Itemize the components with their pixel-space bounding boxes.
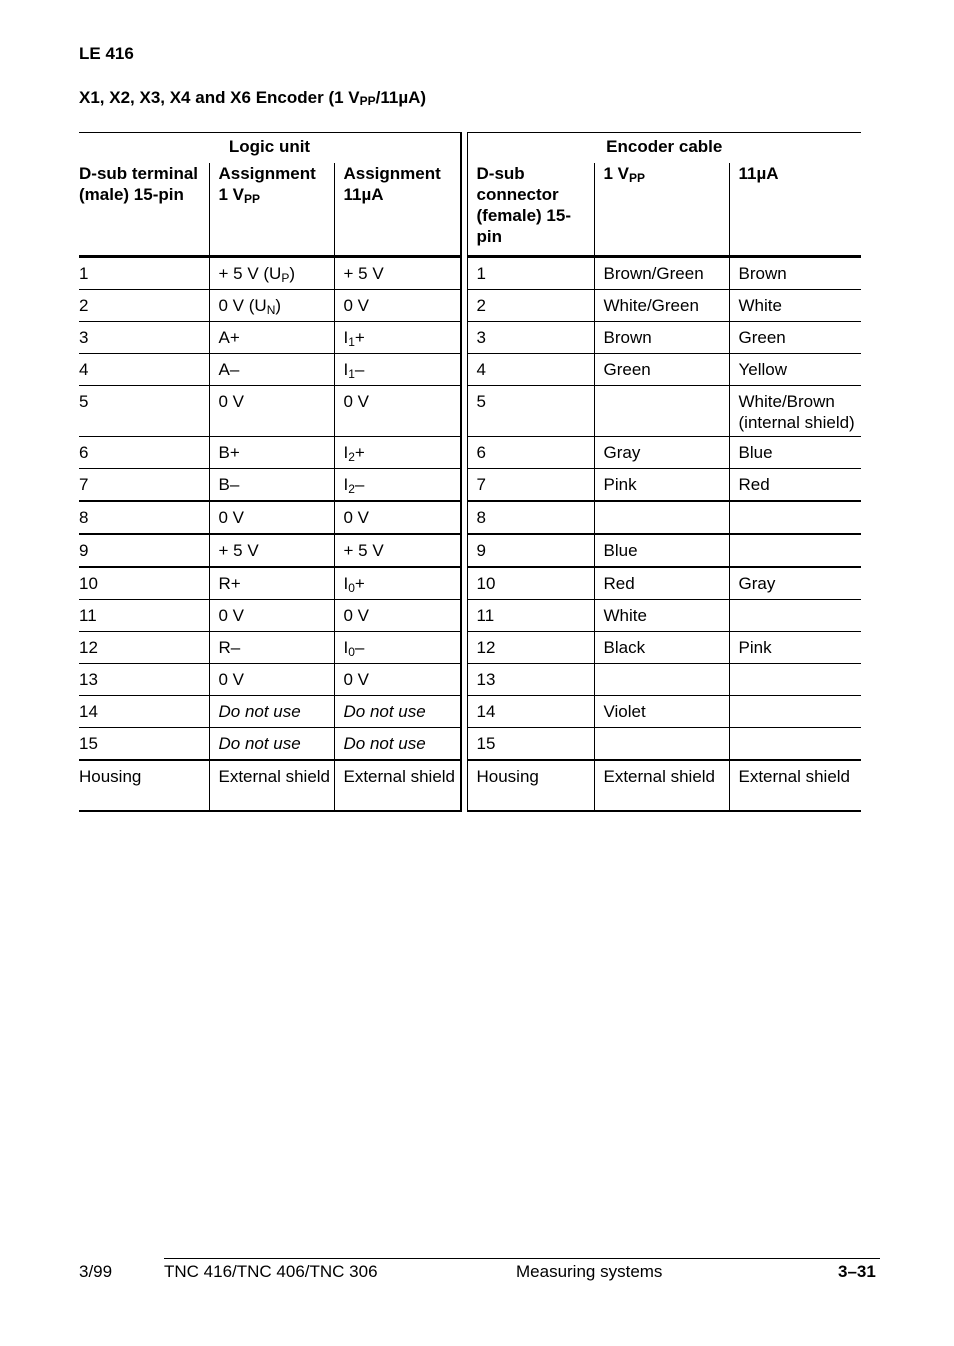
group-encoder-cable: Encoder cable — [467, 133, 861, 164]
header-assignment-11ua: Assignment 11µA — [334, 163, 461, 257]
cell-assignment-1vpp: 0 V — [209, 664, 334, 696]
cell-assignment-11ua: $I_2-$ — [334, 469, 461, 502]
cell-pin: 7 — [79, 469, 209, 502]
cell-wire-11ua: Gray — [729, 567, 861, 600]
cell-wire-11ua: Brown — [729, 257, 861, 290]
cell-wire-11ua — [729, 728, 861, 761]
cell-assignment-11ua: 0 V — [334, 664, 461, 696]
cell-wire-1vpp — [594, 728, 729, 761]
cell-wire-1vpp: Violet — [594, 696, 729, 728]
cell-connector-pin: 3 — [467, 322, 594, 354]
table-row — [79, 664, 861, 696]
cell-wire-1vpp: Gray — [594, 437, 729, 469]
cell-assignment-11ua: $I_1+$ — [334, 322, 461, 354]
cell-wire-1vpp: Black — [594, 632, 729, 664]
section-title-main: X1, X2, X3, X4 and X6 Encoder (1 V — [79, 88, 360, 107]
table-row — [79, 437, 861, 469]
cell-connector-pin: 6 — [467, 437, 594, 469]
cell-wire-1vpp: Blue — [594, 534, 729, 567]
cell-assignment-1vpp: + 5 V $(U_P)$ — [209, 257, 334, 290]
cell-wire-11ua — [729, 501, 861, 534]
header-assignment-1vpp: Assignment 1 $V_{PP}$ — [209, 163, 334, 257]
header-1vpp: 1 $V_{PP}$ — [594, 163, 729, 257]
cell-assignment-1vpp: 0 V — [209, 386, 334, 437]
cell-connector-pin: 1 — [467, 257, 594, 290]
cell-pin: 9 — [79, 534, 209, 567]
cell-pin: 3 — [79, 322, 209, 354]
cell-assignment-1vpp: External shield — [209, 760, 334, 811]
cell-connector-pin: 4 — [467, 354, 594, 386]
cell-wire-11ua: White/Brown (internal shield) — [729, 386, 861, 437]
cell-wire-1vpp: Green — [594, 354, 729, 386]
table-row — [79, 322, 861, 354]
cell-assignment-11ua: External shield — [334, 760, 461, 811]
table-row — [79, 728, 861, 761]
table-row — [79, 354, 861, 386]
header-dsub-terminal: D-sub terminal (male) 15-pin — [79, 163, 209, 257]
section-title-end: /11µA) — [375, 88, 427, 107]
cell-assignment-11ua: Do not use — [334, 728, 461, 761]
cell-assignment-1vpp: + 5 V — [209, 534, 334, 567]
cell-wire-1vpp — [594, 501, 729, 534]
cell-assignment-1vpp: R+ — [209, 567, 334, 600]
cell-pin: 15 — [79, 728, 209, 761]
table-row — [79, 469, 861, 502]
cell-pin: Housing — [79, 760, 209, 811]
table-row — [79, 632, 861, 664]
footer-date: 3/99 — [79, 1262, 113, 1281]
cell-assignment-1vpp: A+ — [209, 322, 334, 354]
cell-pin: 4 — [79, 354, 209, 386]
cell-pin: 8 — [79, 501, 209, 534]
cell-assignment-11ua: $I_1-$ — [334, 354, 461, 386]
cell-assignment-11ua: 0 V — [334, 600, 461, 632]
cell-assignment-1vpp: R– — [209, 632, 334, 664]
table-row — [79, 534, 861, 567]
footer-rule — [164, 1258, 880, 1259]
cell-pin: 14 — [79, 696, 209, 728]
table-row — [79, 696, 861, 728]
cell-wire-11ua — [729, 696, 861, 728]
section-title — [79, 88, 426, 108]
cell-assignment-1vpp: Do not use — [209, 696, 334, 728]
footer-page: 3–31 — [838, 1262, 876, 1281]
group-logic-unit: Logic unit — [79, 133, 461, 164]
cell-wire-1vpp — [594, 664, 729, 696]
cell-assignment-11ua: $I_2+$ — [334, 437, 461, 469]
cell-assignment-1vpp: A– — [209, 354, 334, 386]
cell-connector-pin: 10 — [467, 567, 594, 600]
table-row — [79, 567, 861, 600]
cell-wire-1vpp: Brown/Green — [594, 257, 729, 290]
cell-wire-1vpp: Red — [594, 567, 729, 600]
cell-connector-pin: 5 — [467, 386, 594, 437]
cell-wire-11ua: Pink — [729, 632, 861, 664]
cell-pin: 1 — [79, 257, 209, 290]
cell-wire-11ua — [729, 664, 861, 696]
cell-assignment-11ua: 0 V — [334, 290, 461, 322]
cell-assignment-11ua: 0 V — [334, 501, 461, 534]
cell-connector-pin: 13 — [467, 664, 594, 696]
cell-wire-1vpp: Pink — [594, 469, 729, 502]
cell-wire-11ua: Red — [729, 469, 861, 502]
footer-section: Measuring systems — [516, 1262, 663, 1281]
cell-wire-1vpp — [594, 386, 729, 437]
table-row — [79, 600, 861, 632]
cell-wire-11ua: Yellow — [729, 354, 861, 386]
cell-assignment-1vpp: B– — [209, 469, 334, 502]
cell-wire-11ua — [729, 534, 861, 567]
cell-wire-11ua: External shield — [729, 760, 861, 811]
cell-assignment-11ua: 0 V — [334, 386, 461, 437]
cell-assignment-11ua: + 5 V — [334, 534, 461, 567]
cell-assignment-1vpp: 0 V — [209, 501, 334, 534]
cell-wire-1vpp: Brown — [594, 322, 729, 354]
cell-assignment-1vpp: 0 V $(U_N)$ — [209, 290, 334, 322]
section-title-sub: PP — [359, 94, 376, 108]
cell-connector-pin: 7 — [467, 469, 594, 502]
cell-wire-11ua — [729, 600, 861, 632]
cell-wire-11ua: Green — [729, 322, 861, 354]
cell-connector-pin: 15 — [467, 728, 594, 761]
cell-pin: 6 — [79, 437, 209, 469]
cell-assignment-11ua: Do not use — [334, 696, 461, 728]
table-row — [79, 501, 861, 534]
table-row — [79, 760, 861, 811]
cell-pin: 2 — [79, 290, 209, 322]
cell-wire-1vpp: White/Green — [594, 290, 729, 322]
cell-pin: 12 — [79, 632, 209, 664]
cell-wire-1vpp: External shield — [594, 760, 729, 811]
cell-assignment-11ua: + 5 V — [334, 257, 461, 290]
cell-pin: 13 — [79, 664, 209, 696]
table-row — [79, 290, 861, 322]
header-dsub-connector: D-sub connector (female) 15-pin — [467, 163, 594, 257]
cell-connector-pin: Housing — [467, 760, 594, 811]
cell-connector-pin: 12 — [467, 632, 594, 664]
table-row — [79, 386, 861, 437]
cell-connector-pin: 11 — [467, 600, 594, 632]
cell-assignment-11ua: $I_0-$ — [334, 632, 461, 664]
cell-connector-pin: 14 — [467, 696, 594, 728]
cell-assignment-11ua: $I_0+$ — [334, 567, 461, 600]
cell-pin: 11 — [79, 600, 209, 632]
page-label: LE 416 — [79, 44, 134, 63]
cell-wire-11ua: White — [729, 290, 861, 322]
header-11ua: 11µA — [729, 163, 861, 257]
cell-connector-pin: 8 — [467, 501, 594, 534]
pin-assignment-table — [79, 132, 861, 812]
footer-model: TNC 416/TNC 406/TNC 306 — [164, 1262, 378, 1281]
cell-pin: 5 — [79, 386, 209, 437]
cell-assignment-1vpp: B+ — [209, 437, 334, 469]
cell-assignment-1vpp: Do not use — [209, 728, 334, 761]
cell-wire-1vpp: White — [594, 600, 729, 632]
cell-connector-pin: 2 — [467, 290, 594, 322]
cell-wire-11ua: Blue — [729, 437, 861, 469]
cell-connector-pin: 9 — [467, 534, 594, 567]
cell-pin: 10 — [79, 567, 209, 600]
cell-assignment-1vpp: 0 V — [209, 600, 334, 632]
table-row — [79, 257, 861, 290]
